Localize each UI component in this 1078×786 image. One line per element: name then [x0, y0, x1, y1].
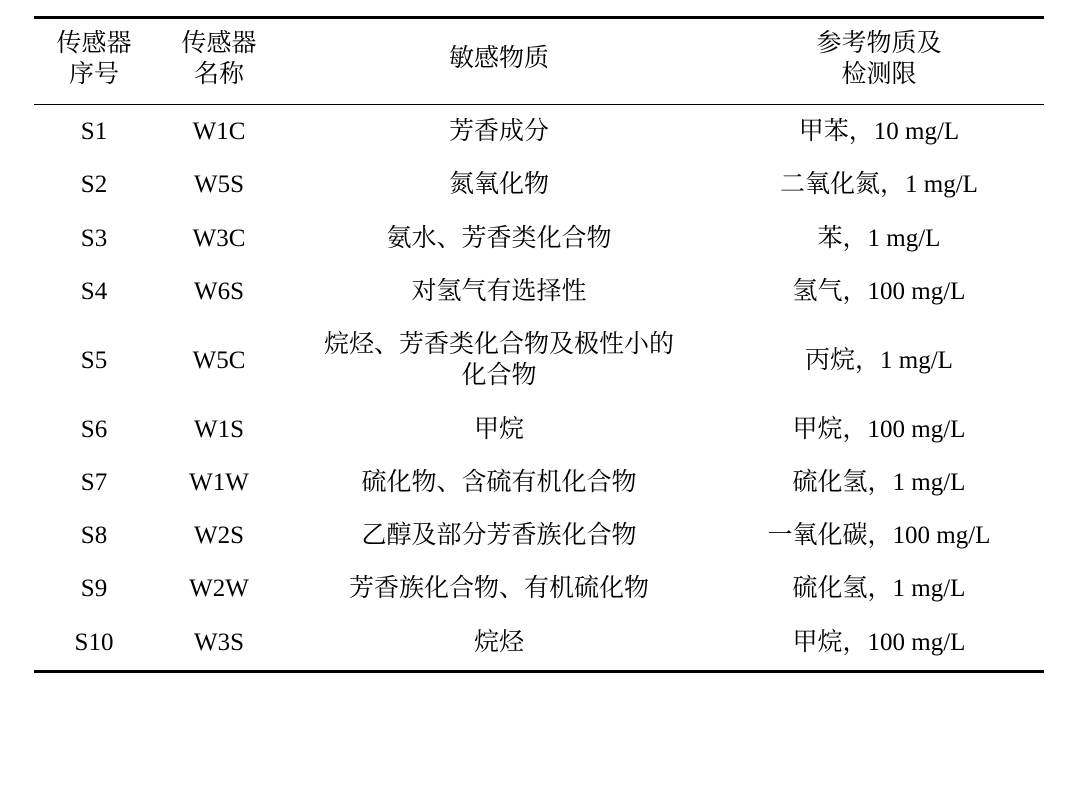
cell-sensor-name: W5C	[192, 346, 246, 374]
cell-sensor-number: S6	[80, 415, 108, 443]
cell-reference-substance: 一氧化碳，100 mg/L	[767, 522, 991, 549]
cell-sensor-name: W1W	[189, 468, 249, 496]
column-header-sensor-name-line1: 传感器	[181, 30, 257, 57]
table-row	[34, 318, 1044, 403]
table-row	[34, 403, 1044, 456]
cell-sensor-name: W2S	[194, 522, 244, 549]
sensor-table	[34, 16, 1044, 673]
table-header	[34, 18, 1044, 105]
cell-sensor-number: S1	[80, 118, 108, 145]
column-header-sensitive-substance	[284, 18, 714, 105]
column-header-sensor-number-line1: 传感器	[56, 30, 132, 57]
column-header-sensor-number	[34, 18, 154, 105]
column-header-reference-substance-line1: 参考物质及	[816, 30, 942, 57]
table-row	[34, 456, 1044, 509]
cell-sensitive-substance-line1: 氮氧化物	[448, 171, 549, 199]
cell-reference-substance: 氢气，100 mg/L	[792, 277, 966, 305]
cell-sensitive-substance	[284, 318, 714, 403]
cell-sensor-name: W2W	[189, 575, 249, 603]
cell-sensitive-substance	[284, 158, 714, 211]
cell-sensitive-substance	[284, 616, 714, 672]
cell-sensor-number: S9	[80, 575, 108, 603]
cell-sensitive-substance	[284, 562, 714, 615]
cell-sensor-name: W5S	[194, 171, 244, 199]
cell-sensor-number: S10	[74, 628, 114, 656]
column-header-reference-substance-line2: 检测限	[841, 60, 917, 88]
cell-reference-substance: 二氧化氮，1 mg/L	[780, 171, 978, 199]
table-row	[34, 158, 1044, 211]
column-header-reference-substance	[714, 18, 1044, 105]
cell-sensor-number: S8	[80, 522, 108, 549]
table-row	[34, 509, 1044, 562]
column-header-sensor-name-line2: 名称	[193, 60, 244, 88]
table-row	[34, 562, 1044, 615]
cell-sensitive-substance-line1: 芳香成分	[448, 118, 549, 145]
column-header-sensitive-substance-line1: 敏感物质	[448, 45, 549, 73]
cell-sensitive-substance-line1: 对氢气有选择性	[411, 277, 587, 305]
cell-reference-substance: 苯，1 mg/L	[817, 224, 941, 252]
cell-reference-substance: 甲烷，100 mg/L	[792, 628, 966, 656]
document-page	[0, 16, 1078, 786]
table-row	[34, 616, 1044, 672]
cell-sensor-number: S5	[80, 346, 108, 374]
cell-sensitive-substance-line1: 甲烷	[473, 415, 524, 443]
column-header-sensor-number-line2: 序号	[68, 60, 119, 88]
cell-sensitive-substance	[284, 403, 714, 456]
cell-sensor-name: W1C	[192, 118, 246, 145]
cell-sensitive-substance-line2: 化合物	[461, 362, 537, 390]
cell-sensitive-substance-line1: 乙醇及部分芳香族化合物	[361, 522, 637, 549]
cell-sensor-name: W1S	[194, 415, 244, 443]
cell-sensitive-substance-line1: 芳香族化合物、有机硫化物	[348, 575, 649, 603]
cell-reference-substance: 硫化氢，1 mg/L	[792, 575, 966, 603]
table-body	[34, 105, 1044, 672]
table-row	[34, 265, 1044, 318]
cell-reference-substance: 丙烷，1 mg/L	[805, 346, 953, 374]
cell-sensitive-substance-line1: 硫化物、含硫有机化合物	[361, 468, 637, 496]
table-row	[34, 212, 1044, 265]
cell-sensitive-substance	[284, 212, 714, 265]
cell-sensor-name: W6S	[194, 277, 244, 305]
cell-sensitive-substance	[284, 105, 714, 159]
cell-reference-substance: 甲烷，100 mg/L	[792, 415, 966, 443]
cell-reference-substance: 甲苯，10 mg/L	[798, 118, 960, 145]
cell-sensitive-substance-line1: 氨水、芳香类化合物	[386, 224, 612, 252]
cell-sensitive-substance-line1: 烷烃、芳香类化合物及极性小的	[323, 331, 674, 358]
column-header-sensor-name	[154, 18, 284, 105]
cell-sensor-name: W3S	[194, 628, 244, 656]
cell-sensitive-substance-line1: 烷烃	[473, 628, 524, 656]
cell-sensor-name: W3C	[192, 224, 246, 252]
table-row	[34, 105, 1044, 159]
cell-sensitive-substance	[284, 456, 714, 509]
cell-sensitive-substance	[284, 509, 714, 562]
table-header-row	[34, 18, 1044, 105]
cell-sensor-number: S2	[80, 171, 108, 199]
cell-sensor-number: S3	[80, 224, 108, 252]
cell-sensor-number: S4	[80, 277, 108, 305]
cell-sensitive-substance	[284, 265, 714, 318]
cell-reference-substance: 硫化氢，1 mg/L	[792, 468, 966, 496]
cell-sensor-number: S7	[80, 468, 108, 496]
